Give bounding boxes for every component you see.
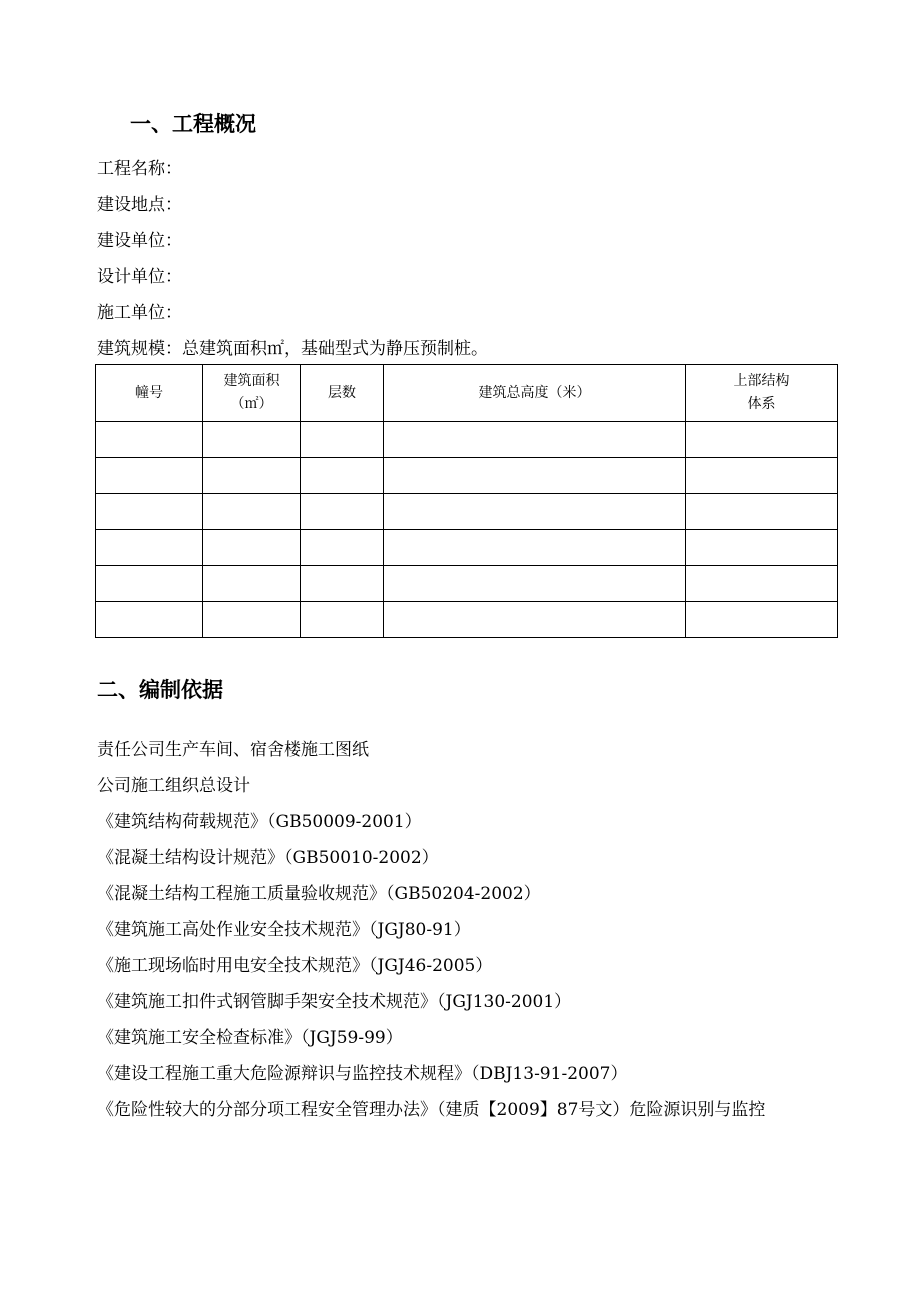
header-structure-line2: 体系 [747,396,776,412]
header-area [203,365,301,422]
table-cell [686,566,838,602]
table-cell [203,530,301,566]
table-cell [686,422,838,458]
table-cell [96,422,203,458]
table-row [96,566,838,602]
header-height: 建筑总高度（米） [384,365,686,422]
basis-item-gb50009: 《建筑结构荷载规范》（GB50009-2001） [97,812,422,832]
basis-item-jgj80: 《建筑施工高处作业安全技术规范》（JGJ80-91） [97,920,471,940]
table-cell [96,494,203,530]
basis-item-jgj46: 《施工现场临时用电安全技术规范》（JGJ46-2005） [97,956,493,976]
table-cell [203,422,301,458]
building-table [95,364,838,638]
basis-item-jianzhi-2009-87: 《危险性较大的分部分项工程安全管理办法》（建质【2009】87号文）危险源识别与监控 [97,1100,766,1120]
table-cell [96,566,203,602]
table-row [96,530,838,566]
field-project-name: 工程名称： [97,159,182,179]
table-row [96,494,838,530]
basis-item-dbj13: 《建设工程施工重大危险源辩识与监控技术规程》（DBJ13-91-2007） [97,1064,628,1084]
table-cell [384,602,686,638]
field-owner: 建设单位： [97,231,182,251]
table-cell [301,566,384,602]
table-cell [384,422,686,458]
table-cell [203,566,301,602]
table-cell [96,602,203,638]
header-floors: 层数 [301,365,384,422]
table-row [96,458,838,494]
table-cell [203,458,301,494]
table-cell [96,458,203,494]
header-structure [686,365,838,422]
field-site-location: 建设地点： [97,195,182,215]
header-area-line1: 建筑面积 [223,373,280,389]
basis-item-gb50010: 《混凝土结构设计规范》（GB50010-2002） [97,848,439,868]
basis-item-jgj59: 《建筑施工安全检查标准》（JGJ59-99） [97,1028,403,1048]
basis-item-gb50204: 《混凝土结构工程施工质量验收规范》（GB50204-2002） [97,884,541,904]
table-cell [203,494,301,530]
table-cell [301,458,384,494]
header-area-line2: （㎡） [230,396,273,412]
table-cell [301,494,384,530]
field-contractor: 施工单位： [97,303,182,323]
table-cell [686,602,838,638]
table-cell [384,530,686,566]
section1-heading: 一、工程概况 [130,112,256,136]
table-cell [384,494,686,530]
basis-item-jgj130: 《建筑施工扣件式钢管脚手架安全技术规范》（JGJ130-2001） [97,992,572,1012]
table-cell [384,566,686,602]
field-designer: 设计单位： [97,267,182,287]
table-row [96,602,838,638]
table-cell [384,458,686,494]
table-cell [686,494,838,530]
table-cell [301,530,384,566]
header-structure-line1: 上部结构 [733,373,790,389]
section2-heading: 二、编制依据 [97,678,223,702]
header-building-no: 幢号 [96,365,203,422]
basis-item-drawings: 责任公司生产车间、宿舍楼施工图纸 [97,740,369,760]
table-cell [96,530,203,566]
table-cell [301,602,384,638]
table-cell [686,530,838,566]
table-row [96,422,838,458]
field-building-scale: 建筑规模：总建筑面积㎡，基础型式为静压预制桩。 [97,339,488,359]
table-cell [686,458,838,494]
basis-item-org-design: 公司施工组织总设计 [97,776,250,796]
table-header-row [96,365,838,422]
table-cell [203,602,301,638]
table-cell [301,422,384,458]
